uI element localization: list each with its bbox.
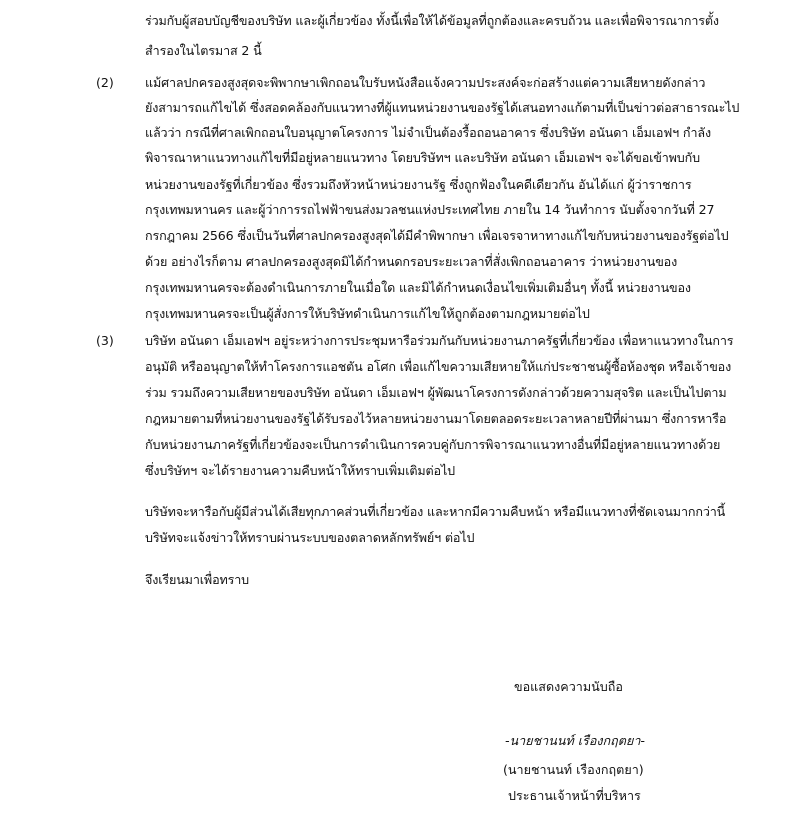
item-2-line-5: หน่วยงานของรัฐที่เกี่ยวข้อง ซึ่งรวมถึงหัวหน้าหน่วยงานรัฐ ซึ่งถูกฟ้องในคดีเดียวกัน อันได้แก่ ผู้ว่าราชการ [145,177,692,192]
intro-line-2: สำรองในไตรมาส 2 นี้ [145,43,262,58]
signature-position: ประธานเจ้าหน้าที่บริหาร [508,788,641,803]
item-2-line-8: ด้วย อย่างไรก็ตาม ศาลปกครองสูงสุดมิได้กำหนดกรอบระยะเวลาที่สั่งเพิกถอนอาคาร ว่าหน่วยงานของ [145,254,678,269]
signature-signed-name: -นายชานนท์ เรืองกฤตยา- [505,733,645,748]
intro-line-1: ร่วมกับผู้สอบบัญชีของบริษัท และผู้เกี่ยวข้อง ทั้งนี้เพื่อให้ได้ข้อมูลที่ถูกต้องและครบถ้วน และเพื่อพิจารณาการตั้ง [145,13,719,28]
closing-line-1: บริษัทจะหารือกับผู้มีส่วนได้เสียทุกภาคส่วนที่เกี่ยวข้อง และหากมีความคืบหน้า หรือมีแนวทางที่ชัดเจนมากกว่านี้ [145,504,726,519]
closing-line-2: บริษัทจะแจ้งข่าวให้ทราบผ่านระบบของตลาดหลักทรัพย์ฯ ต่อไป [145,530,475,545]
item-3-line-5: กับหน่วยงานภาครัฐที่เกี่ยวข้องจะเป็นการดำเนินการควบคู่กับการพิจารณาแนวทางอื่นที่มีอยู่หลายแนวทางด้วย [145,437,721,452]
item-2-line-2: ยังสามารถแก้ไขได้ ซึ่งสอดคล้องกับแนวทางที่ผู้แทนหน่วยงานของรัฐได้เสนอทางแก้ตามที่เป็นข่าวต่อสาธารณะไป [145,100,740,115]
item-2-line-7: กรกฎาคม 2566 ซึ่งเป็นวันที่ศาลปกครองสูงสุดได้มีคำพิพากษา เพื่อเจรจาหาทางแก้ไขกับหน่วยงานของรัฐต่อไป [145,228,729,243]
item-2-line-6: กรุงเทพมหานคร และผู้ว่าการรถไฟฟ้าขนส่งมวลชนแห่งประเทศไทย ภายใน 14 วันทำการ นับตั้งจากวันที่ 27 [145,202,715,217]
item-2-line-10: กรุงเทพมหานครจะเป็นผู้สั่งการให้บริษัทดำเนินการแก้ไขให้ถูกต้องตามกฎหมายต่อไป [145,306,590,321]
item-3-number: (3) [96,333,114,348]
signature-regards: ขอแสดงความนับถือ [514,679,623,694]
signature-printed-name: (นายชานนท์ เรืองกฤตยา) [503,762,644,777]
item-3-line-3: ร่วม รวมถึงความเสียหายของบริษัท อนันดา เอ็มเอฟฯ ผู้พัฒนาโครงการดังกล่าวด้วยความสุจริต และเป็นไปตาม [145,385,727,400]
item-2-number: (2) [96,75,114,90]
item-2-line-1: แม้ศาลปกครองสูงสุดจะพิพากษาเพิกถอนใบรับหนังสือแจ้งความประสงค์จะก่อสร้างแต่ความเสียหายดังกล่าว [145,75,706,90]
closing-notice: จึงเรียนมาเพื่อทราบ [145,572,250,587]
item-3-line-1: บริษัท อนันดา เอ็มเอฟฯ อยู่ระหว่างการประชุมหารือร่วมกันกับหน่วยงานภาครัฐที่เกี่ยวข้อง เพื่อหาแนวทางในการ [145,333,734,348]
item-3-line-4: กฎหมายตามที่หน่วยงานของรัฐได้รับรองไว้หลายหน่วยงานมาโดยตลอดระยะเวลาหลายปีที่ผ่านมา ซึ่งการหารือ [145,411,727,426]
item-2-line-3: แล้วว่า กรณีที่ศาลเพิกถอนใบอนุญาตโครงการ ไม่จำเป็นต้องรื้อถอนอาคาร ซึ่งบริษัท อนันดา เอ็มเอฟฯ กำลัง [145,125,712,140]
item-2-line-4: พิจารณาหาแนวทางแก้ไขที่มีอยู่หลายแนวทาง โดยบริษัทฯ และบริษัท อนันดา เอ็มเอฟฯ จะได้ขอเข้าพบกับ [145,150,700,165]
item-2-line-9: กรุงเทพมหานครจะต้องดำเนินการภายในเมื่อใด และมิได้กำหนดเงื่อนไขเพิ่มเติมอื่นๆ ทั้งนี้ หน่วยงานของ [145,280,691,295]
item-3-line-6: ซึ่งบริษัทฯ จะได้รายงานความคืบหน้าให้ทราบเพิ่มเติมต่อไป [145,463,455,478]
item-3-line-2: อนุมัติ หรืออนุญาตให้ทำโครงการแอชตัน อโศก เพื่อแก้ไขความเสียหายให้แก่ประชาชนผู้ซื้อห้องชุด หรือเจ้าของ [145,359,732,374]
